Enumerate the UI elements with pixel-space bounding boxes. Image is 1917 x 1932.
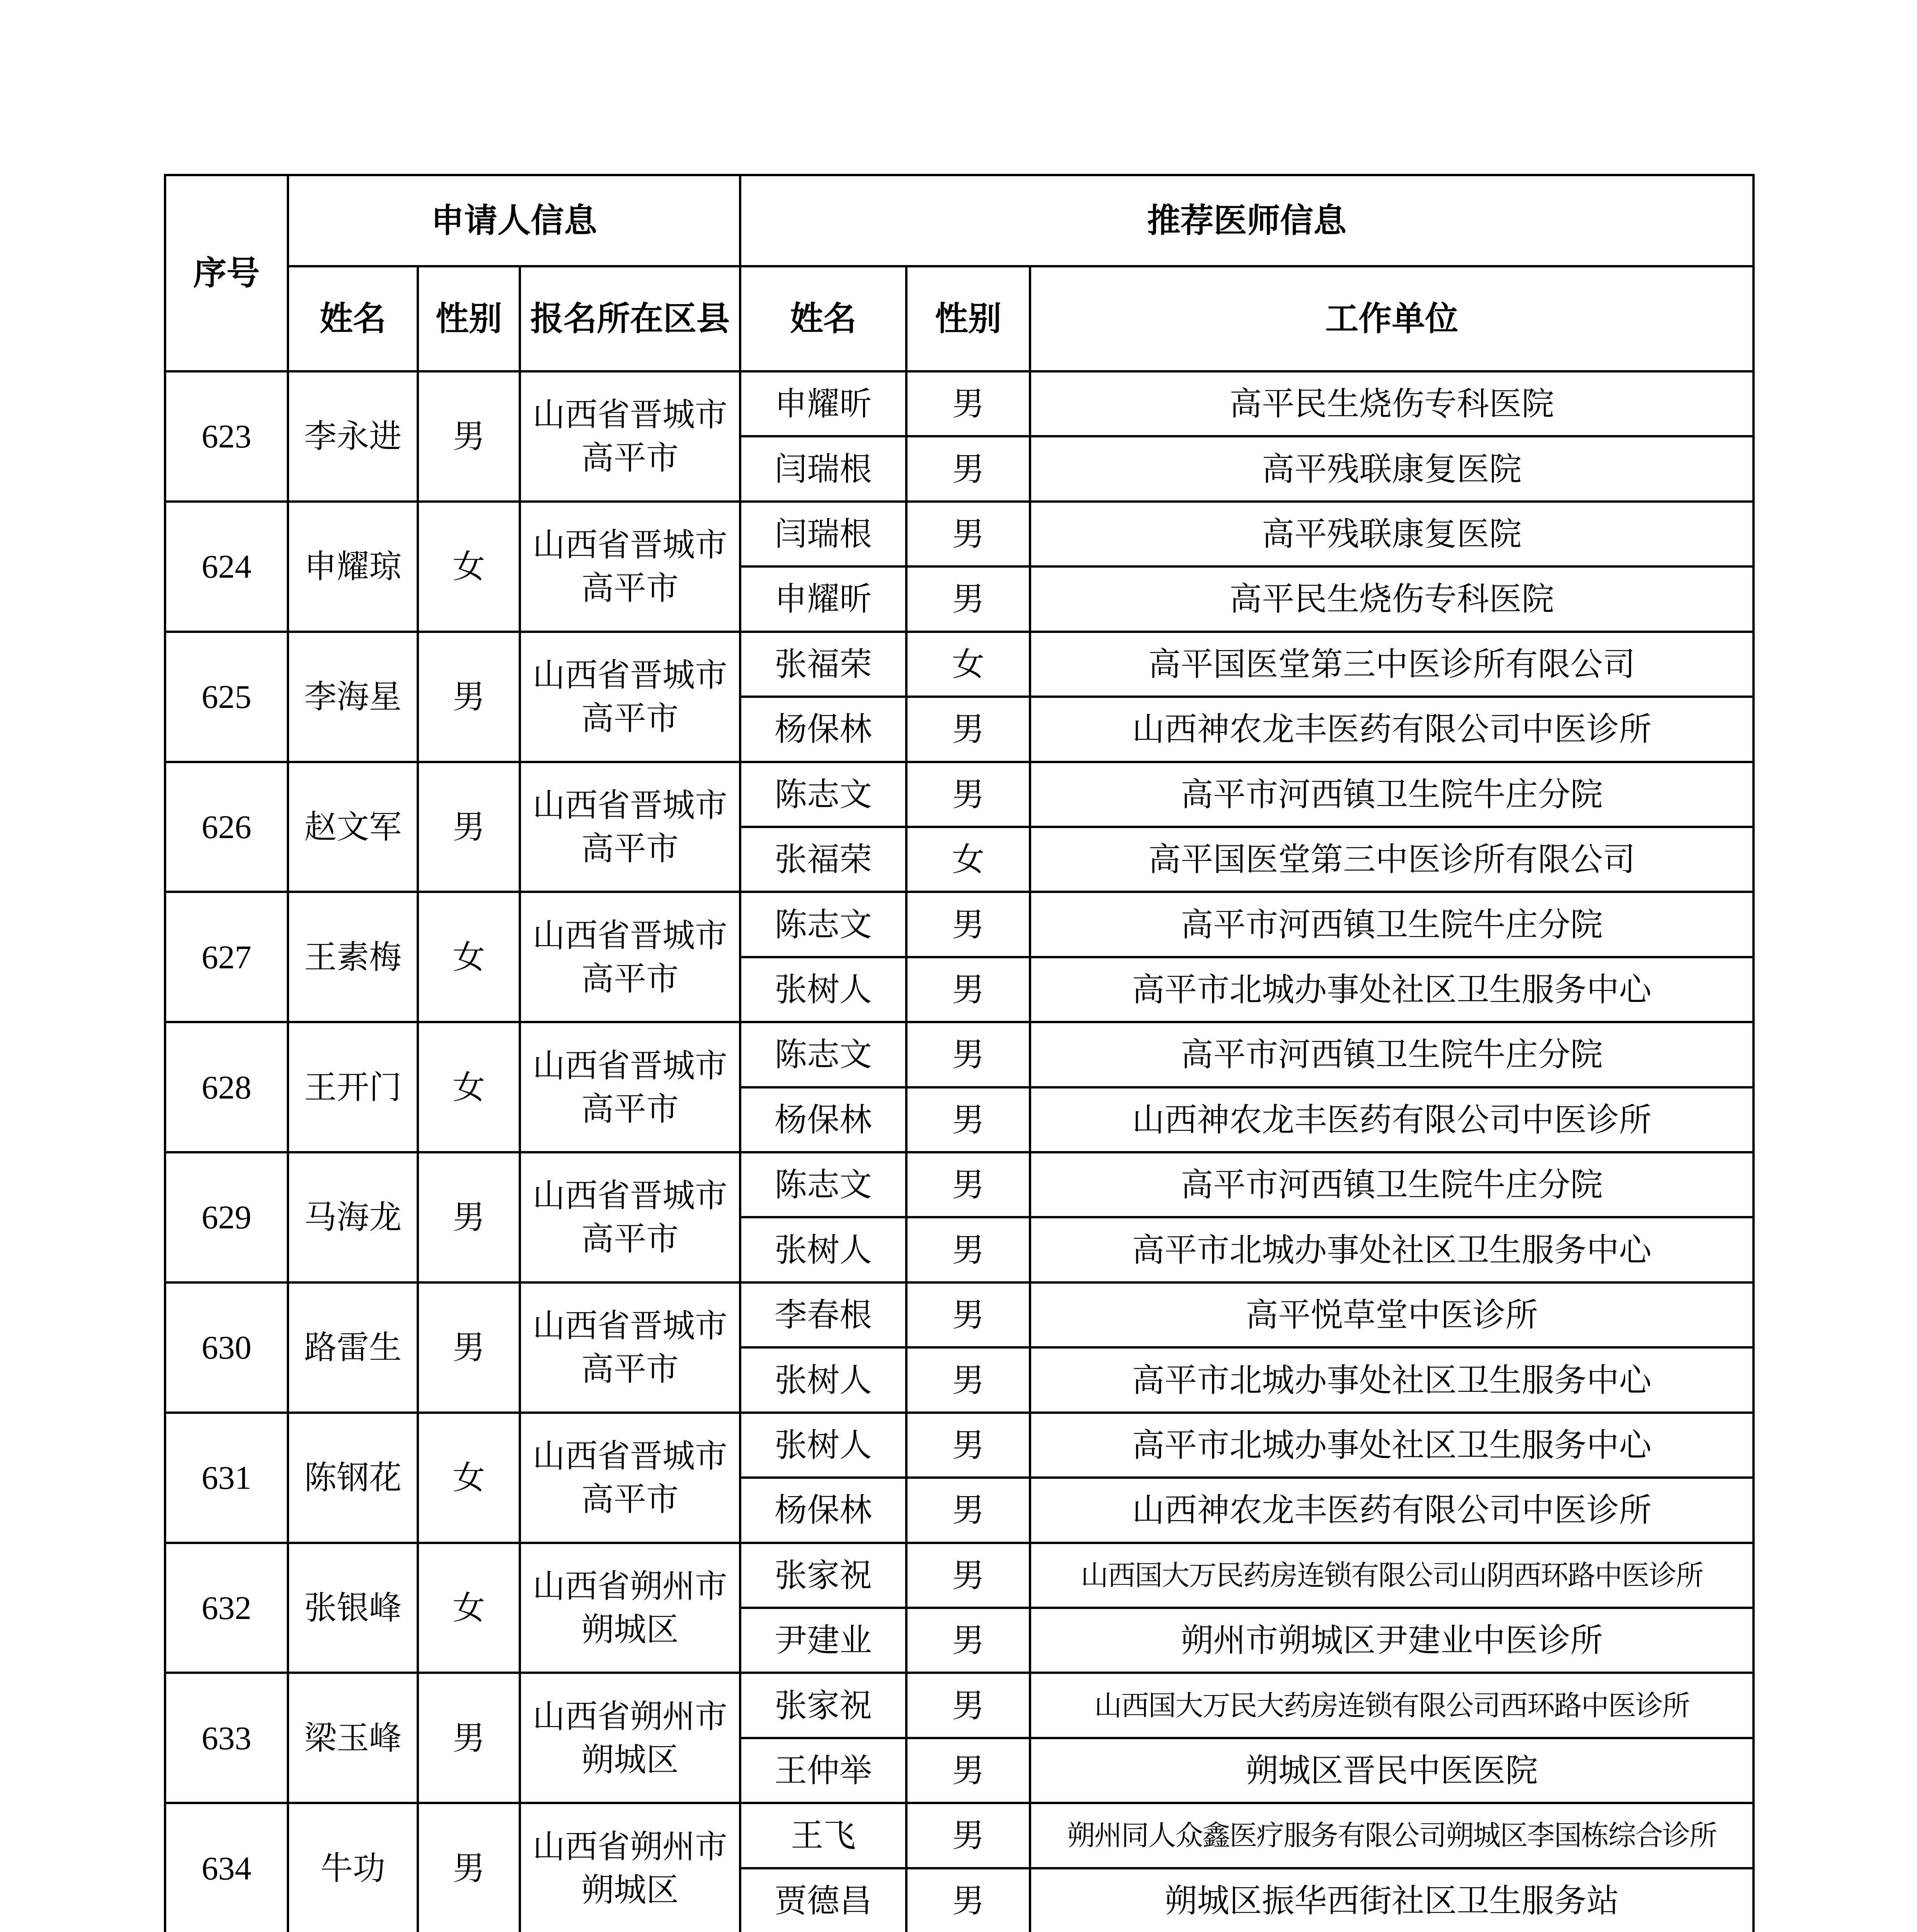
header-applicant-name: 姓名 <box>288 266 418 371</box>
table-row <box>165 1152 1754 1217</box>
table-row <box>165 1673 1754 1738</box>
doctor-name: 陈志文 <box>740 1022 906 1087</box>
applicant-gender: 女 <box>418 1543 520 1673</box>
record-seq: 626 <box>165 762 288 892</box>
doctor-unit: 高平市北城办事处社区卫生服务中心 <box>1030 1347 1754 1412</box>
doctor-unit: 高平民生烧伤专科医院 <box>1030 566 1754 631</box>
applicant-gender: 男 <box>418 1152 520 1282</box>
applicant-district: 山西省朔州市朔城区 <box>520 1803 740 1932</box>
record-seq: 633 <box>165 1673 288 1803</box>
table-row <box>165 502 1754 566</box>
applicant-district: 山西省朔州市朔城区 <box>520 1543 740 1673</box>
doctor-gender: 男 <box>906 1543 1030 1608</box>
doctor-name: 闫瑞根 <box>740 436 906 501</box>
doctor-name: 张福荣 <box>740 632 906 697</box>
applicant-district: 山西省晋城市高平市 <box>520 762 740 892</box>
doctor-unit: 朔城区晋民中医医院 <box>1030 1738 1754 1803</box>
header-row-group <box>165 175 1754 266</box>
doctor-gender: 男 <box>906 762 1030 827</box>
doctor-gender: 男 <box>906 1608 1030 1673</box>
applicant-district: 山西省晋城市高平市 <box>520 502 740 632</box>
table-row <box>165 632 1754 697</box>
doctor-name: 杨保林 <box>740 697 906 762</box>
applicant-gender: 女 <box>418 502 520 632</box>
applicant-name: 李永进 <box>288 371 418 502</box>
doctor-gender: 男 <box>906 1868 1030 1932</box>
doctor-unit: 高平国医堂第三中医诊所有限公司 <box>1030 632 1754 697</box>
applicant-gender: 男 <box>418 1282 520 1413</box>
doctor-name: 申耀昕 <box>740 371 906 436</box>
applicant-district: 山西省晋城市高平市 <box>520 892 740 1022</box>
doctor-unit: 高平市北城办事处社区卫生服务中心 <box>1030 1217 1754 1282</box>
record-seq: 629 <box>165 1152 288 1282</box>
doctor-unit: 山西国大万民大药房连锁有限公司西环路中医诊所 <box>1030 1673 1754 1738</box>
header-applicant-gender: 性别 <box>418 266 520 371</box>
header-applicant-info: 申请人信息 <box>288 175 740 266</box>
doctor-name: 陈志文 <box>740 892 906 957</box>
doctor-name: 李春根 <box>740 1282 906 1347</box>
doctor-gender: 男 <box>906 1282 1030 1347</box>
doctor-unit: 朔州同人众鑫医疗服务有限公司朔城区李国栋综合诊所 <box>1030 1803 1754 1868</box>
doctor-unit: 山西神农龙丰医药有限公司中医诊所 <box>1030 1087 1754 1152</box>
record-seq: 630 <box>165 1282 288 1413</box>
applicant-gender: 女 <box>418 1022 520 1152</box>
doctor-gender: 男 <box>906 436 1030 501</box>
header-doctor-gender: 性别 <box>906 266 1030 371</box>
doctor-name: 杨保林 <box>740 1478 906 1543</box>
record-seq: 632 <box>165 1543 288 1673</box>
doctor-gender: 男 <box>906 1738 1030 1803</box>
record-seq: 623 <box>165 371 288 502</box>
doctor-unit: 高平残联康复医院 <box>1030 502 1754 566</box>
doctor-gender: 男 <box>906 1478 1030 1543</box>
applicant-gender: 男 <box>418 762 520 892</box>
applicant-gender: 男 <box>418 1673 520 1803</box>
applicant-gender: 女 <box>418 892 520 1022</box>
doctor-gender: 男 <box>906 1803 1030 1868</box>
doctor-name: 杨保林 <box>740 1087 906 1152</box>
table-row <box>165 1543 1754 1608</box>
record-seq: 631 <box>165 1413 288 1543</box>
doctor-name: 张树人 <box>740 1347 906 1412</box>
header-applicant-district: 报名所在区县 <box>520 266 740 371</box>
doctor-unit: 高平民生烧伤专科医院 <box>1030 371 1754 436</box>
table-row <box>165 371 1754 436</box>
doctor-gender: 男 <box>906 957 1030 1022</box>
doctor-unit: 朔城区振华西街社区卫生服务站 <box>1030 1868 1754 1932</box>
doctor-name: 张树人 <box>740 1217 906 1282</box>
table-row <box>165 762 1754 827</box>
doctor-unit: 高平悦草堂中医诊所 <box>1030 1282 1754 1347</box>
applicant-district: 山西省晋城市高平市 <box>520 1152 740 1282</box>
doctor-name: 贾德昌 <box>740 1868 906 1932</box>
table-row <box>165 1282 1754 1347</box>
record-seq: 625 <box>165 632 288 762</box>
doctor-name: 申耀昕 <box>740 566 906 631</box>
applicant-district: 山西省晋城市高平市 <box>520 632 740 762</box>
doctor-unit: 山西神农龙丰医药有限公司中医诊所 <box>1030 1478 1754 1543</box>
applicant-name: 马海龙 <box>288 1152 418 1282</box>
doctor-unit: 高平国医堂第三中医诊所有限公司 <box>1030 827 1754 892</box>
doctor-gender: 男 <box>906 1217 1030 1282</box>
applicant-name: 赵文军 <box>288 762 418 892</box>
doctor-unit: 高平残联康复医院 <box>1030 436 1754 501</box>
applicant-name: 牛功 <box>288 1803 418 1932</box>
applicant-name: 王素梅 <box>288 892 418 1022</box>
doctor-unit: 朔州市朔城区尹建业中医诊所 <box>1030 1608 1754 1673</box>
applicant-name: 梁玉峰 <box>288 1673 418 1803</box>
record-seq: 627 <box>165 892 288 1022</box>
table-row <box>165 1803 1754 1868</box>
doctor-gender: 男 <box>906 1673 1030 1738</box>
recommendation-table <box>164 174 1755 1932</box>
doctor-name: 张树人 <box>740 1413 906 1478</box>
doctor-unit: 山西神农龙丰医药有限公司中医诊所 <box>1030 697 1754 762</box>
applicant-gender: 男 <box>418 371 520 502</box>
applicant-name: 张银峰 <box>288 1543 418 1673</box>
doctor-gender: 女 <box>906 632 1030 697</box>
table-body <box>165 371 1754 1932</box>
record-seq: 624 <box>165 502 288 632</box>
applicant-gender: 男 <box>418 1803 520 1932</box>
doctor-unit: 高平市河西镇卫生院牛庄分院 <box>1030 762 1754 827</box>
header-doctor-info: 推荐医师信息 <box>740 175 1754 266</box>
doctor-name: 张家祝 <box>740 1543 906 1608</box>
doctor-name: 张家祝 <box>740 1673 906 1738</box>
doctor-unit: 高平市河西镇卫生院牛庄分院 <box>1030 1022 1754 1087</box>
doctor-unit: 高平市北城办事处社区卫生服务中心 <box>1030 957 1754 1022</box>
applicant-district: 山西省晋城市高平市 <box>520 1282 740 1413</box>
doctor-gender: 男 <box>906 1087 1030 1152</box>
doctor-unit: 高平市北城办事处社区卫生服务中心 <box>1030 1413 1754 1478</box>
table-row <box>165 1413 1754 1478</box>
doctor-name: 王仲举 <box>740 1738 906 1803</box>
applicant-name: 申耀琼 <box>288 502 418 632</box>
table-row <box>165 1022 1754 1087</box>
doctor-name: 陈志文 <box>740 1152 906 1217</box>
doctor-name: 尹建业 <box>740 1608 906 1673</box>
doctor-gender: 男 <box>906 566 1030 631</box>
applicant-name: 陈钢花 <box>288 1413 418 1543</box>
doctor-gender: 男 <box>906 892 1030 957</box>
applicant-gender: 女 <box>418 1413 520 1543</box>
record-seq: 634 <box>165 1803 288 1932</box>
doctor-name: 张福荣 <box>740 827 906 892</box>
doctor-name: 张树人 <box>740 957 906 1022</box>
header-doctor-name: 姓名 <box>740 266 906 371</box>
doctor-gender: 女 <box>906 827 1030 892</box>
doctor-gender: 男 <box>906 1347 1030 1412</box>
doctor-name: 陈志文 <box>740 762 906 827</box>
record-seq: 628 <box>165 1022 288 1152</box>
table-row <box>165 892 1754 957</box>
applicant-district: 山西省晋城市高平市 <box>520 371 740 502</box>
applicant-district: 山西省晋城市高平市 <box>520 1413 740 1543</box>
applicant-name: 路雷生 <box>288 1282 418 1413</box>
applicant-name: 王开门 <box>288 1022 418 1152</box>
doctor-gender: 男 <box>906 697 1030 762</box>
doctor-gender: 男 <box>906 502 1030 566</box>
applicant-name: 李海星 <box>288 632 418 762</box>
applicant-gender: 男 <box>418 632 520 762</box>
doctor-gender: 男 <box>906 371 1030 436</box>
header-doctor-unit: 工作单位 <box>1030 266 1754 371</box>
doctor-unit: 高平市河西镇卫生院牛庄分院 <box>1030 1152 1754 1217</box>
header-seq: 序号 <box>165 175 288 371</box>
doctor-gender: 男 <box>906 1152 1030 1217</box>
doctor-gender: 男 <box>906 1413 1030 1478</box>
doctor-gender: 男 <box>906 1022 1030 1087</box>
applicant-district: 山西省朔州市朔城区 <box>520 1673 740 1803</box>
applicant-district: 山西省晋城市高平市 <box>520 1022 740 1152</box>
doctor-unit: 高平市河西镇卫生院牛庄分院 <box>1030 892 1754 957</box>
doctor-name: 闫瑞根 <box>740 502 906 566</box>
header-row-columns <box>165 266 1754 371</box>
doctor-unit: 山西国大万民药房连锁有限公司山阴西环路中医诊所 <box>1030 1543 1754 1608</box>
doctor-name: 王飞 <box>740 1803 906 1868</box>
